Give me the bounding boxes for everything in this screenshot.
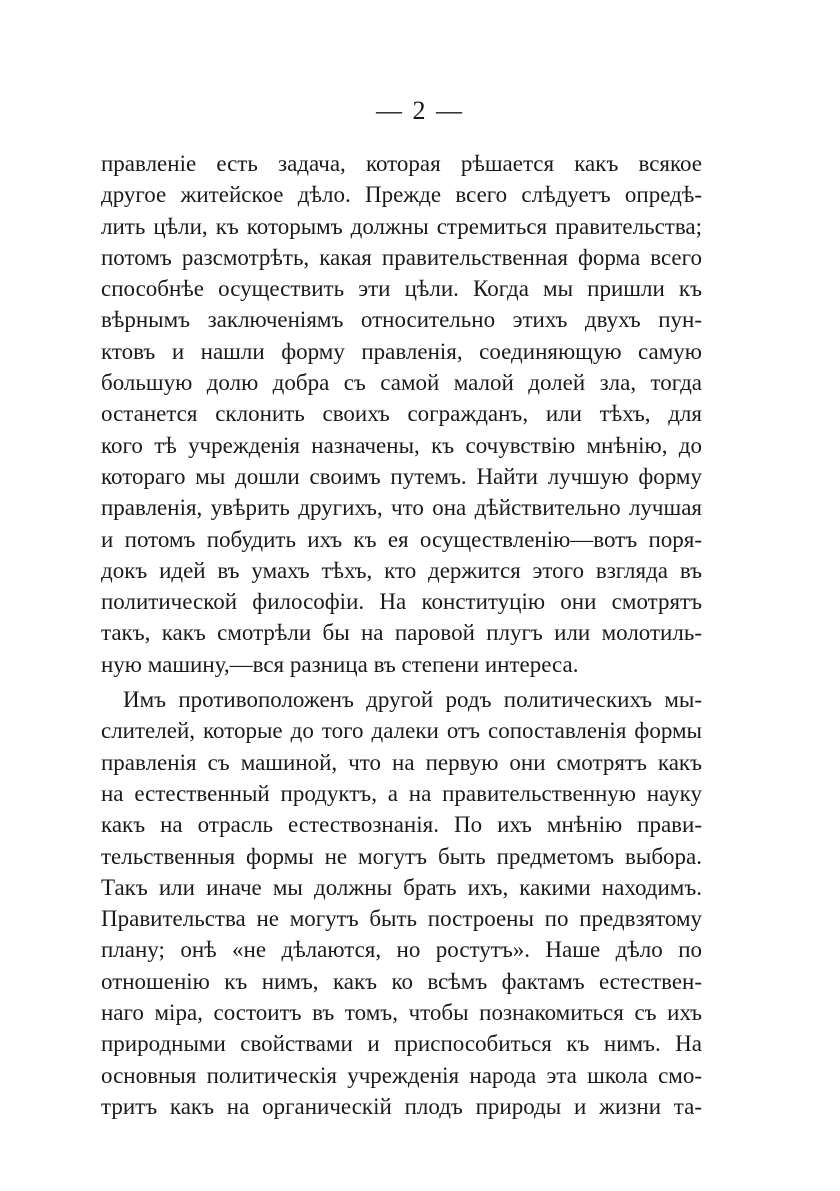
text-line: отношенію къ нимъ, какъ ко всѣмъ фактамъ естествен-: [101, 968, 702, 994]
text-line: способнѣе осуществить эти цѣли. Когда мы пришли къ: [101, 276, 702, 302]
text-line: котораго мы дошли своимъ путемъ. Найти лучшую форму: [101, 463, 702, 489]
text-line: Имъ противоположенъ другой родъ политическихъ мы-: [123, 687, 702, 713]
text-line: потомъ разсмотрѣть, какая правительственная форма всего: [101, 244, 702, 270]
text-line: такъ, какъ смотрѣли бы на паровой плугъ или молотиль-: [101, 620, 702, 646]
text-line: правленіе есть задача, которая рѣшается какъ всякое: [101, 151, 702, 176]
text-line: большую долю добра съ самой малой долей зла, тогда: [101, 370, 702, 396]
text-line: правленія, увѣрить другихъ, что она дѣйствительно лучшая: [101, 495, 702, 521]
text-line: наго міра, состоитъ въ томъ, чтобы познакомиться съ ихъ: [101, 1000, 702, 1026]
text-line: докъ идей въ умахъ тѣхъ, кто держится этого взгляда въ: [101, 557, 702, 583]
text-line: Такъ или иначе мы должны брать ихъ, какими находимъ.: [101, 874, 702, 900]
text-line: и потомъ побудить ихъ къ ея осуществленію—вотъ поря-: [101, 526, 702, 552]
text-line: тельственныя формы не могутъ быть предметомъ выбора.: [101, 843, 702, 869]
text-line: на естественный продуктъ, а на правительственную науку: [101, 780, 702, 806]
text-line: другое житейское дѣло. Прежде всего слѣдуетъ опредѣ-: [101, 182, 702, 208]
text-line: кого тѣ учрежденія назначены, къ сочувствію мнѣнію, до: [101, 432, 702, 458]
text-line: вѣрнымъ заключеніямъ относительно этихъ двухъ пун-: [101, 307, 702, 333]
text-line: Правительства не могутъ быть построены по предвзятому: [101, 906, 702, 932]
text-line: ктовъ и нашли форму правленія, соединяющую самую: [101, 338, 702, 364]
paragraph-1: [101, 148, 702, 680]
body-text: [101, 148, 702, 1122]
paragraph-2: [101, 684, 702, 1122]
text-line: какъ на отрасль естествознанія. По ихъ мнѣнію прави-: [101, 812, 702, 838]
page-number: — 2 —: [376, 96, 464, 125]
text-line: ную машину,—вся разница въ степени интереса.: [101, 651, 579, 677]
text-line: основныя политическія учрежденія народа эта школа смо-: [101, 1062, 702, 1088]
text-line: слителей, которые до того далеки отъ сопоставленія формы: [101, 718, 702, 744]
text-line: плану; онѣ «не дѣлаются, но ростутъ». Наше дѣло по: [101, 937, 702, 963]
text-line: останется склонить своихъ согражданъ, или тѣхъ, для: [101, 401, 702, 427]
text-line: правленія съ машиной, что на первую они смотрятъ какъ: [101, 749, 702, 775]
text-line: тритъ какъ на органическій плодъ природы и жизни та-: [101, 1093, 702, 1119]
text-line: политической философіи. На конституцію они смотрятъ: [101, 589, 702, 615]
text-line: природными свойствами и приспособиться къ нимъ. На: [101, 1031, 702, 1057]
text-line: лить цѣли, къ которымъ должны стремиться правительства;: [101, 213, 702, 239]
